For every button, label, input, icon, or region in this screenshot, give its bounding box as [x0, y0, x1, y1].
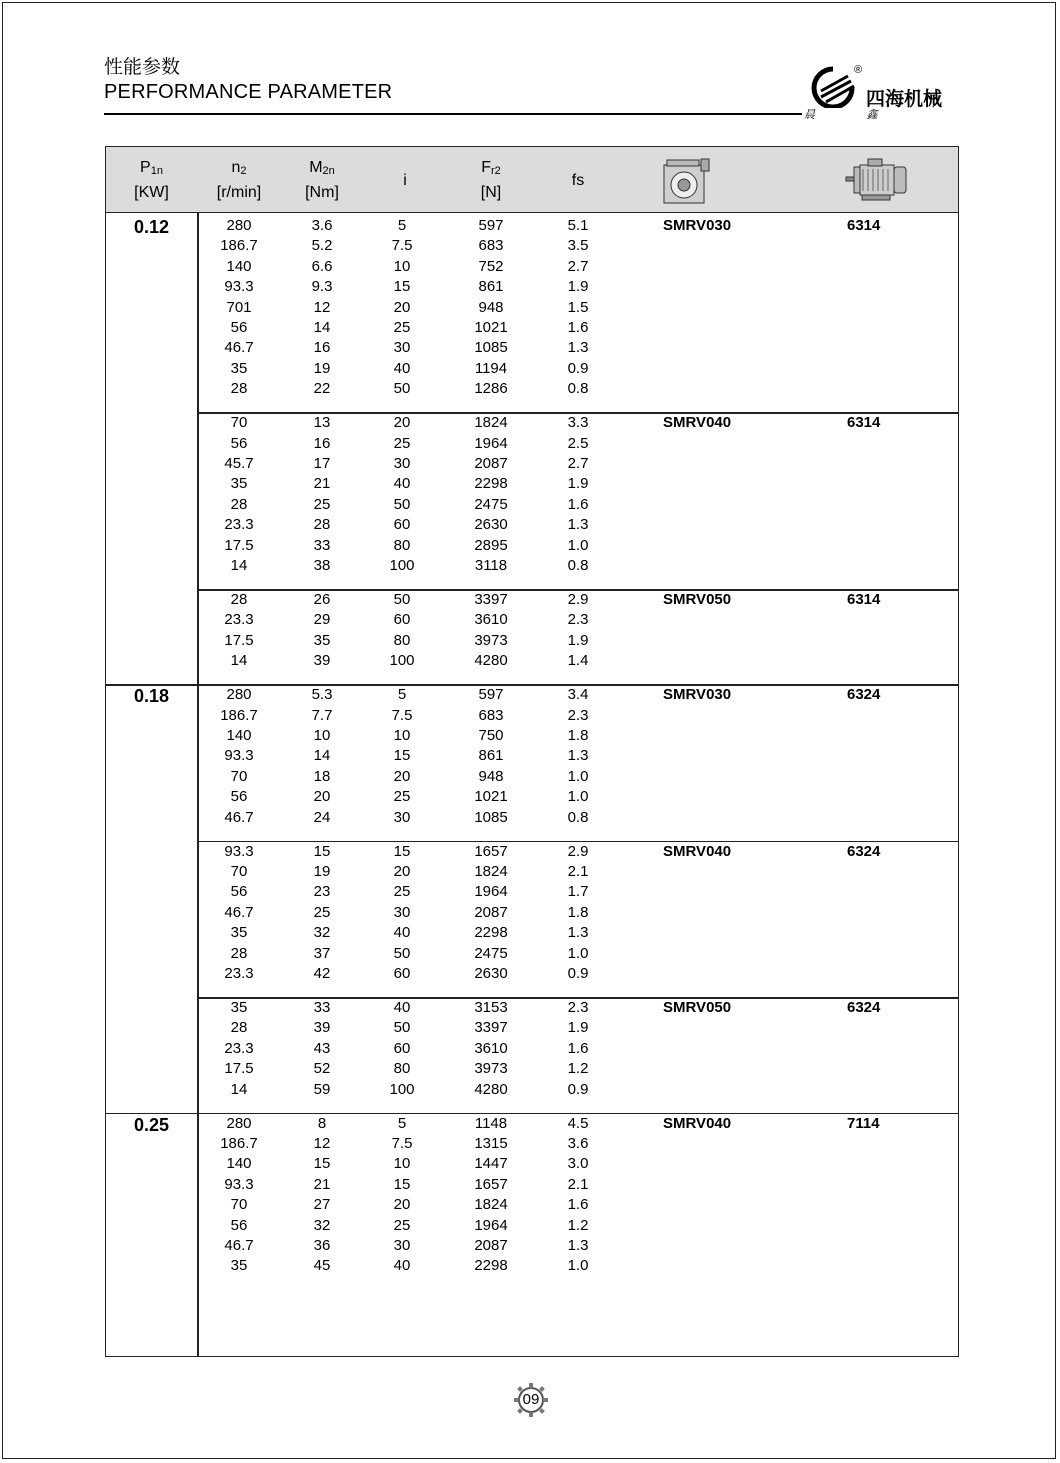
table-cell: 2.7 — [567, 455, 589, 472]
table-cell: 80 — [393, 631, 411, 649]
table-cell: 5.1 — [567, 217, 589, 234]
table-cell: 10 — [313, 727, 331, 744]
table-cell: 40 — [393, 924, 411, 942]
table-cell: 2895 — [474, 536, 508, 554]
table-cell: 60 — [393, 965, 411, 982]
table-cell: 2.9 — [567, 591, 589, 608]
table-cell: 50 — [393, 591, 411, 608]
table-cell: 38 — [313, 557, 331, 574]
table-cell: 23.3 — [224, 1039, 254, 1057]
table-cell: 2.3 — [567, 611, 589, 629]
table-cell: 3610 — [474, 611, 508, 629]
table-cell: 7.7 — [311, 706, 333, 724]
table-cell: 7.5 — [391, 706, 413, 724]
motor-model: 6324 — [847, 686, 881, 704]
table-cell: 93.3 — [224, 278, 254, 296]
table-cell: 597 — [478, 217, 504, 234]
table-cell: 2087 — [474, 455, 508, 472]
table-cell: 1.9 — [567, 278, 589, 296]
table-cell: 10 — [393, 727, 411, 744]
table-cell: 15 — [393, 278, 411, 296]
table-cell: 5 — [397, 1114, 407, 1132]
table-cell: 4280 — [474, 1080, 508, 1098]
table-cell: 28 — [230, 591, 248, 608]
page-number: 09 — [522, 1391, 540, 1408]
table-cell: 2.5 — [567, 434, 589, 452]
table-cell: 2.9 — [567, 842, 589, 860]
table-cell: 4280 — [474, 652, 508, 670]
table-cell: 14 — [313, 747, 331, 765]
table-cell: 1.0 — [567, 536, 589, 554]
power-value: 0.25 — [133, 1114, 170, 1135]
table-cell: 2.3 — [567, 706, 589, 724]
table-cell: 30 — [393, 455, 411, 472]
table-cell: 1964 — [474, 434, 508, 452]
table-cell: 2087 — [474, 903, 508, 921]
table-cell: 35 — [230, 359, 248, 377]
table-cell: 40 — [393, 475, 411, 493]
table-cell: 15 — [393, 747, 411, 765]
table-cell: 17 — [313, 455, 331, 472]
table-cell: 46.7 — [224, 339, 254, 357]
table-cell: 5.3 — [311, 686, 333, 704]
table-cell: 35 — [230, 999, 248, 1016]
table-cell: 17.5 — [224, 631, 254, 649]
page-number-badge — [513, 1382, 549, 1418]
table-cell: 280 — [226, 686, 252, 704]
table-cell: 5 — [397, 217, 407, 234]
table-cell: 10 — [393, 1155, 411, 1173]
col-ratio: i — [403, 171, 407, 189]
power-value: 0.18 — [133, 686, 170, 707]
table-cell: 1964 — [474, 883, 508, 901]
table-cell: 13 — [313, 414, 331, 432]
table-cell: 140 — [226, 727, 252, 744]
col-torque: $M_{2n}$ [Nm] — [305, 159, 339, 201]
table-cell: 1.4 — [567, 652, 589, 670]
table-cell: 25 — [393, 1216, 411, 1234]
table-cell: 100 — [389, 1080, 415, 1098]
table-cell: 3397 — [474, 591, 508, 608]
table-cell: 30 — [393, 339, 411, 357]
logo-subtitle: 晨 鑫 — [804, 108, 902, 121]
table-cell: 46.7 — [224, 903, 254, 921]
table-cell: 6.6 — [311, 257, 333, 275]
gearbox-model: SMRV040 — [663, 842, 732, 860]
table-cell: 60 — [393, 611, 411, 629]
table-cell: 683 — [478, 237, 504, 255]
table-cell: 25 — [393, 319, 411, 336]
table-cell: 1.9 — [567, 1019, 589, 1037]
table-cell: 32 — [313, 1216, 331, 1234]
table-cell: 14 — [230, 557, 248, 574]
table-cell: 186.7 — [220, 706, 258, 724]
table-cell: 750 — [478, 727, 504, 744]
motor-model: 7114 — [847, 1114, 880, 1132]
table-cell: 12 — [313, 298, 331, 316]
table-cell: 39 — [313, 1019, 331, 1037]
table-cell: 140 — [226, 257, 252, 275]
table-cell: 59 — [313, 1080, 331, 1098]
col-service-factor: fs — [571, 171, 585, 189]
table-cell: 3118 — [474, 557, 508, 574]
table-cell: 1.9 — [567, 475, 589, 493]
table-cell: 70 — [230, 414, 248, 432]
table-cell: 28 — [230, 1019, 248, 1037]
table-cell: 20 — [393, 414, 411, 432]
table-cell: 23.3 — [224, 965, 254, 982]
table-cell: 1.8 — [567, 903, 589, 921]
table-cell: 15 — [313, 1155, 331, 1173]
table-cell: 1824 — [474, 1196, 508, 1214]
gearbox-model: SMRV030 — [663, 217, 732, 234]
table-cell: 28 — [230, 944, 248, 962]
table-cell: 10 — [393, 257, 411, 275]
table-cell: 0.9 — [567, 359, 589, 377]
motor-model: 6314 — [847, 217, 881, 234]
table-cell: 1286 — [474, 380, 508, 398]
table-cell: 1.3 — [567, 924, 589, 942]
table-cell: 56 — [230, 319, 248, 336]
table-cell: 29 — [313, 611, 331, 629]
table-cell: 25 — [393, 788, 411, 806]
motor-model: 6324 — [847, 999, 881, 1016]
table-cell: 1657 — [474, 842, 508, 860]
table-cell: 25 — [393, 883, 411, 901]
table-cell: 100 — [389, 557, 415, 574]
table-cell: 17.5 — [224, 536, 254, 554]
power-value: 0.12 — [133, 217, 170, 237]
table-cell: 3397 — [474, 1019, 508, 1037]
table-cell: 50 — [393, 495, 411, 513]
table-cell: 35 — [313, 631, 331, 649]
table-cell: 1.0 — [567, 944, 589, 962]
table-cell: 280 — [226, 1114, 252, 1132]
table-header — [106, 147, 958, 213]
table-cell: 1.3 — [567, 339, 589, 357]
table-cell: 1.6 — [567, 319, 589, 336]
table-cell: 280 — [226, 217, 252, 234]
table-cell: 948 — [478, 767, 504, 785]
table-cell: 2475 — [474, 495, 508, 513]
table-cell: 20 — [393, 767, 411, 785]
table-cell: 40 — [393, 1257, 411, 1275]
table-cell: 3.0 — [567, 1155, 589, 1173]
table-cell: 948 — [478, 298, 504, 316]
table-cell: 186.7 — [220, 237, 258, 255]
motor-model: 6324 — [847, 842, 881, 860]
col-speed: $n_2$ [r/min] — [216, 159, 262, 201]
table-cell: 1.6 — [567, 1039, 589, 1057]
table-cell: 752 — [478, 257, 504, 275]
table-cell: 1.3 — [567, 516, 589, 534]
table-cell: 46.7 — [224, 808, 254, 826]
table-cell: 2.1 — [567, 863, 589, 880]
table-cell: 1021 — [474, 788, 508, 806]
performance-table — [105, 146, 959, 1357]
table-cell: 35 — [230, 475, 248, 493]
table-cell: 52 — [313, 1060, 331, 1078]
table-cell: 28 — [230, 380, 248, 398]
table-cell: 1.7 — [567, 883, 589, 901]
table-cell: 1194 — [474, 359, 508, 377]
table-cell: 1.3 — [567, 747, 589, 765]
table-cell: 1.2 — [567, 1216, 589, 1234]
table-cell: 2.7 — [567, 257, 589, 275]
gearbox-icon — [661, 155, 713, 207]
table-cell: 56 — [230, 883, 248, 901]
table-cell: 1315 — [474, 1135, 508, 1152]
table-cell: 21 — [313, 1175, 331, 1193]
table-cell: 12 — [313, 1135, 331, 1152]
table-cell: 1.0 — [567, 788, 589, 806]
table-cell: 50 — [393, 380, 411, 398]
table-cell: 16 — [313, 339, 331, 357]
table-cell: 22 — [313, 380, 331, 398]
table-cell: 36 — [313, 1237, 331, 1254]
table-cell: 5 — [397, 686, 407, 704]
table-cell: 25 — [393, 434, 411, 452]
table-cell: 18 — [313, 767, 331, 785]
table-cell: 1.0 — [567, 1257, 589, 1275]
table-cell: 2298 — [474, 1257, 508, 1275]
table-cell: 2087 — [474, 1237, 508, 1254]
table-cell: 93.3 — [224, 1175, 254, 1193]
table-cell: 25 — [313, 903, 331, 921]
table-cell: 20 — [313, 788, 331, 806]
table-cell: 3.6 — [567, 1135, 589, 1152]
table-cell: 35 — [230, 1257, 248, 1275]
table-cell: 1.3 — [567, 1237, 589, 1254]
table-cell: 0.9 — [567, 965, 589, 982]
table-cell: 597 — [478, 686, 504, 704]
page-title-cn: 性能参数 — [104, 56, 181, 78]
table-cell: 40 — [393, 359, 411, 377]
table-cell: 1964 — [474, 1216, 508, 1234]
gearbox-model: SMRV050 — [663, 591, 732, 608]
table-cell: 33 — [313, 536, 331, 554]
table-cell: 0.8 — [567, 808, 589, 826]
table-cell: 9.3 — [311, 278, 333, 296]
table-cell: 19 — [313, 359, 331, 377]
table-cell: 93.3 — [224, 747, 254, 765]
table-cell: 3.5 — [567, 237, 589, 255]
table-cell: 56 — [230, 434, 248, 452]
table-cell: 17.5 — [224, 1060, 254, 1078]
table-cell: 1148 — [474, 1114, 508, 1132]
table-cell: 861 — [478, 747, 504, 765]
table-cell: 70 — [230, 1196, 248, 1214]
motor-model: 6314 — [847, 591, 881, 608]
table-cell: 26 — [313, 591, 331, 608]
table-cell: 1.0 — [567, 767, 589, 785]
table-cell: 70 — [230, 863, 248, 880]
table-cell: 1657 — [474, 1175, 508, 1193]
table-cell: 30 — [393, 808, 411, 826]
table-cell: 42 — [313, 965, 331, 982]
table-cell: 60 — [393, 516, 411, 534]
table-cell: 7.5 — [391, 237, 413, 255]
table-cell: 1.8 — [567, 727, 589, 744]
table-cell: 35 — [230, 924, 248, 942]
table-cell: 27 — [313, 1196, 331, 1214]
table-cell: 20 — [393, 1196, 411, 1214]
table-cell: 701 — [226, 298, 252, 316]
table-cell: 2475 — [474, 944, 508, 962]
table-cell: 3610 — [474, 1039, 508, 1057]
table-cell: 20 — [393, 298, 411, 316]
table-cell: 93.3 — [224, 842, 254, 860]
table-cell: 16 — [313, 434, 331, 452]
table-cell: 56 — [230, 1216, 248, 1234]
table-cell: 1085 — [474, 339, 508, 357]
table-cell: 15 — [313, 842, 331, 860]
table-cell: 186.7 — [220, 1135, 258, 1152]
table-cell: 50 — [393, 1019, 411, 1037]
table-cell: 32 — [313, 924, 331, 942]
table-cell: 0.8 — [567, 380, 589, 398]
col-radial-load: $F_{r2}$ [N] — [480, 159, 502, 201]
col-power: $P_{1n}$ [KW] — [134, 159, 169, 201]
table-cell: 0.8 — [567, 557, 589, 574]
table-cell: 861 — [478, 278, 504, 296]
table-cell: 28 — [230, 495, 248, 513]
table-cell: 14 — [230, 652, 248, 670]
table-cell: 7.5 — [391, 1135, 413, 1152]
page-title-en: PERFORMANCE PARAMETER — [104, 81, 393, 103]
gearbox-model: SMRV040 — [663, 414, 732, 432]
gearbox-model: SMRV050 — [663, 999, 732, 1016]
table-cell: 2630 — [474, 516, 508, 534]
table-cell: 21 — [313, 475, 331, 493]
table-cell: 3.6 — [311, 217, 333, 234]
table-cell: 0.9 — [567, 1080, 589, 1098]
table-cell: 3.4 — [567, 686, 589, 704]
table-cell: 20 — [393, 863, 411, 880]
table-cell: 25 — [313, 495, 331, 513]
table-cell: 2.3 — [567, 999, 589, 1016]
table-cell: 23.3 — [224, 516, 254, 534]
table-cell: 1.6 — [567, 495, 589, 513]
table-cell: 24 — [313, 808, 331, 826]
table-cell: 1.6 — [567, 1196, 589, 1214]
table-cell: 2298 — [474, 924, 508, 942]
motor-icon — [844, 157, 910, 203]
table-cell: 80 — [393, 1060, 411, 1078]
table-cell: 46.7 — [224, 1237, 254, 1254]
table-cell: 1824 — [474, 414, 508, 432]
table-cell: 28 — [313, 516, 331, 534]
table-cell: 15 — [393, 842, 411, 860]
gearbox-model: SMRV040 — [663, 1114, 732, 1132]
table-cell: 70 — [230, 767, 248, 785]
table-cell: 1824 — [474, 863, 508, 880]
table-cell: 39 — [313, 652, 331, 670]
table-cell: 23 — [313, 883, 331, 901]
table-cell: 1.5 — [567, 298, 589, 316]
table-cell: 683 — [478, 706, 504, 724]
table-cell: 2630 — [474, 965, 508, 982]
table-cell: 40 — [393, 999, 411, 1016]
table-cell: 30 — [393, 903, 411, 921]
table-cell: 4.5 — [567, 1114, 589, 1132]
table-cell: 45.7 — [224, 455, 254, 472]
table-cell: 15 — [393, 1175, 411, 1193]
table-cell: 8 — [317, 1114, 327, 1132]
table-cell: 1085 — [474, 808, 508, 826]
table-cell: 1021 — [474, 319, 508, 336]
table-cell: 1.2 — [567, 1060, 589, 1078]
table-cell: 30 — [393, 1237, 411, 1254]
logo-mark-icon — [808, 66, 858, 108]
table-cell: 23.3 — [224, 611, 254, 629]
table-cell: 37 — [313, 944, 331, 962]
company-logo — [802, 62, 962, 128]
table-cell: 14 — [313, 319, 331, 336]
table-cell: 3153 — [474, 999, 508, 1016]
table-cell: 2298 — [474, 475, 508, 493]
table-cell: 19 — [313, 863, 331, 880]
table-cell: 3973 — [474, 1060, 508, 1078]
table-cell: 140 — [226, 1155, 252, 1173]
table-cell: 5.2 — [311, 237, 333, 255]
table-cell: 50 — [393, 944, 411, 962]
table-cell: 3973 — [474, 631, 508, 649]
table-cell: 56 — [230, 788, 248, 806]
table-cell: 100 — [389, 652, 415, 670]
table-cell: 2.1 — [567, 1175, 589, 1193]
table-cell: 60 — [393, 1039, 411, 1057]
gearbox-model: SMRV030 — [663, 686, 732, 704]
table-cell: 1447 — [474, 1155, 508, 1173]
logo-name: 四海机械 — [866, 88, 943, 110]
registered-mark: ® — [854, 64, 863, 76]
table-cell: 43 — [313, 1039, 331, 1057]
table-cell: 45 — [313, 1257, 331, 1275]
table-cell: 14 — [230, 1080, 248, 1098]
table-cell: 1.9 — [567, 631, 589, 649]
table-cell: 33 — [313, 999, 331, 1016]
motor-model: 6314 — [847, 414, 881, 432]
table-cell: 80 — [393, 536, 411, 554]
table-cell: 3.3 — [567, 414, 589, 432]
